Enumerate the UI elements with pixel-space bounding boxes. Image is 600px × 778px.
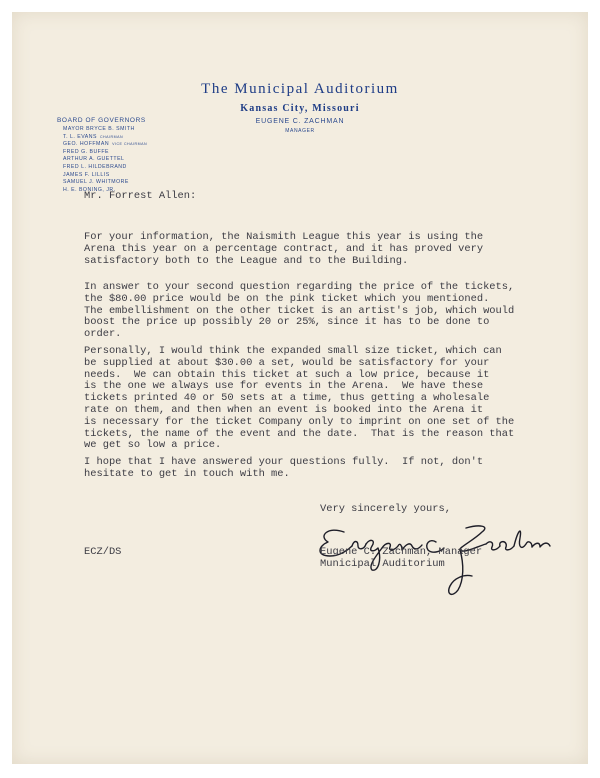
board-member-role: VICE CHAIRMAN — [112, 142, 148, 147]
board-member-role: CHAIRMAN — [99, 134, 124, 139]
board-member-name: T. L. EVANS — [63, 133, 97, 140]
board-member-name: GEO. HOFFMAN — [63, 141, 110, 148]
letterhead-manager-title: MANAGER — [285, 128, 315, 134]
board-member — [63, 149, 147, 157]
board-member-name: MAYOR BRYCE B. SMITH — [63, 126, 135, 132]
complimentary-closing: Very sincerely yours, — [320, 503, 451, 515]
board-member-list — [57, 126, 147, 194]
board-member-name: JAMES F. LILLIS — [63, 171, 110, 178]
signer-organization: Municipal Auditorium — [320, 558, 445, 570]
board-heading: BOARD OF GOVERNORS — [57, 117, 146, 124]
body-paragraph: In answer to your second question regarding the price of the tickets, the $80.00 price would be on the pink ticket which you mentioned. The embellishment on the other ticket is an artist's job, which would boost the price up possibly 20 or 25%, since it has to be done to order. — [84, 281, 515, 341]
board-member-name: H. E. BONING, JR. — [63, 186, 116, 193]
body-paragraph: I hope that I have answered your questions fully. If not, don't hesitate to get in touch with me. — [84, 456, 484, 480]
board-member-name: ARTHUR A. GUETTEL — [63, 156, 125, 163]
board-member — [63, 134, 147, 142]
board-member — [63, 126, 147, 134]
signer-name: Eugene C. Zachman, Manager — [320, 546, 483, 558]
body-paragraph: For your information, the Naismith League this year is using the Arena this year on a percentage contract, and it has proved very satisfactory both to the League and to the Building. — [84, 231, 484, 267]
board-member — [63, 156, 147, 164]
board-member — [63, 141, 147, 149]
board-member — [63, 179, 147, 187]
board-member-name: SAMUEL J. WHITMORE — [63, 179, 129, 186]
letterhead-title: The Municipal Auditorium — [201, 81, 399, 97]
salutation: Mr. Forrest Allen: — [84, 190, 197, 202]
letterhead-manager-name: EUGENE C. ZACHMAN — [255, 118, 345, 125]
board-member — [63, 172, 147, 180]
board-member — [63, 164, 147, 172]
body-paragraph: Personally, I would think the expanded small size ticket, which can be supplied at about $30.00 a set, would be satisfactory for your needs. We can obtain this ticket at such a low price, because it is the one we always use for events in the Arena. We have these tickets printed 40 or 50 sets at a time, thus getting a wholesale rate on them, and then when an event is booked into the Arena it is necessary for the ticket Company only to imprint on one set of the tickets, the name of the event and the date. That is the reason that we get so low a price. — [84, 345, 515, 452]
board-member-name: FRED G. BUFFE — [63, 148, 109, 155]
board-member-name: FRED L. HILDEBRAND — [63, 163, 127, 170]
typist-initials: ECZ/DS — [84, 546, 122, 558]
letterhead-city: Kansas City, Missouri — [240, 103, 360, 114]
board-of-governors — [57, 117, 147, 194]
